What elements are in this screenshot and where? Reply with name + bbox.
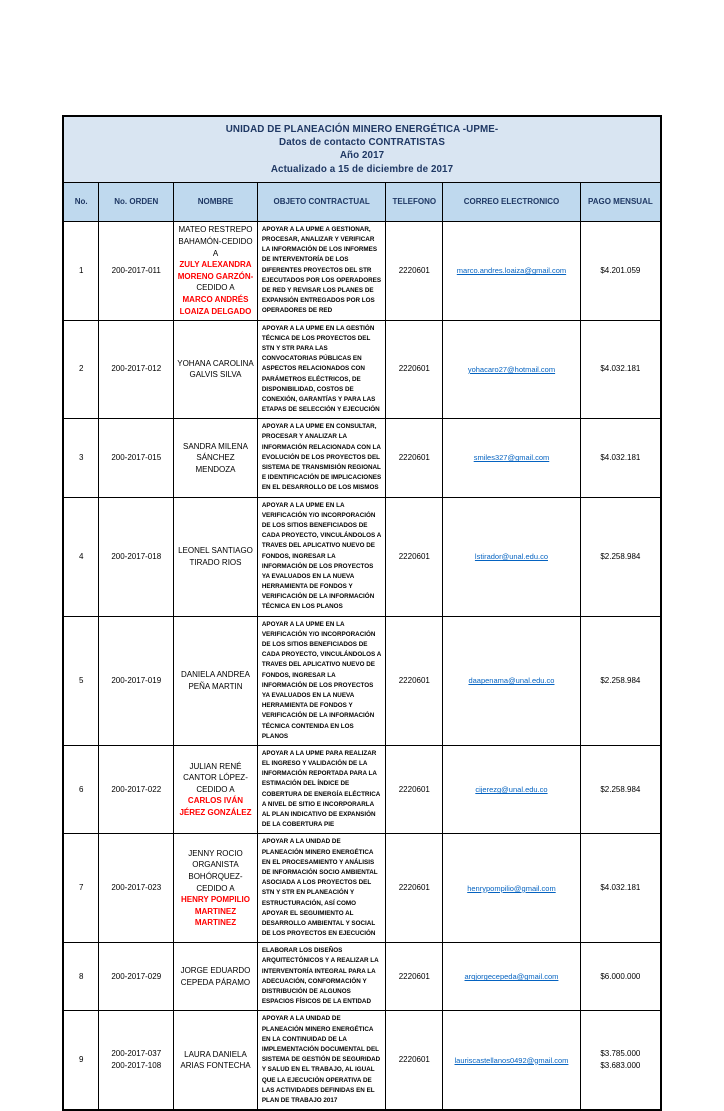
cell-telefono: 2220601 xyxy=(386,745,443,834)
orden-line: 200-2017-011 xyxy=(111,265,161,275)
email-link[interactable]: marco.andres.loaiza@gmail.com xyxy=(456,266,567,276)
email-link[interactable]: yohacaro27@hotmail.com xyxy=(467,364,556,374)
cell-nombre xyxy=(174,419,258,497)
email-link[interactable]: arqjorgecepeda@gmail.com xyxy=(464,972,559,982)
cell-correo xyxy=(443,745,581,834)
cell-pago xyxy=(580,834,661,943)
email-link[interactable]: smiles327@gmail.com xyxy=(473,453,550,463)
contractor-name-part: ZULY ALEXANDRA MORENO GARZÓN- xyxy=(177,260,254,281)
column-header-6: PAGO MENSUAL xyxy=(580,182,661,221)
cell-no: 3 xyxy=(63,419,99,497)
pago-line: $2.258.984 xyxy=(600,784,641,794)
contractor-name-part: SANDRA MILENA SÁNCHEZ MENDOZA xyxy=(183,441,248,474)
cell-nombre xyxy=(174,320,258,419)
column-header-row xyxy=(63,182,661,221)
orden-line: 200-2017-018 xyxy=(111,551,162,561)
cell-correo xyxy=(443,616,581,745)
cell-orden xyxy=(99,221,174,320)
cell-telefono: 2220601 xyxy=(386,834,443,943)
contractor-name-part: LAURA DANIELA ARIAS FONTECHA xyxy=(180,1049,251,1071)
pago-line: $4.032.181 xyxy=(600,883,641,893)
cell-pago xyxy=(580,1011,661,1110)
contractor-name-part: YOHANA CAROLINA GALVIS SILVA xyxy=(177,358,254,380)
report-title xyxy=(63,116,661,182)
pago-line: $2.258.984 xyxy=(600,551,641,561)
orden-line: 200-2017-019 xyxy=(111,675,162,685)
orden-line: 200-2017-029 xyxy=(111,971,162,981)
contractor-name-part: HENRY POMPILIO MARTINEZ MARTINEZ xyxy=(181,895,250,928)
orden-line: 200-2017-023 xyxy=(111,883,162,893)
column-header-1: No. ORDEN xyxy=(99,182,174,221)
cell-objeto: APOYAR A LA UNIDAD DE PLANEACIÓN MINERO ENERGÉTICA EN EL PROCESAMIENTO Y ANÁLISIS DE INFORMACIÓN SOCIO AMBIENTAL ASOCIADA A LOS PROYECTOS DEL STN Y STR EN PLANEACIÓN Y ESTRUCTURACIÓN, ASÍ COMO APOYAR EL SEGUIMIENTO AL DESARROLLO AMBIENTAL Y SOCIAL DE LOS PROYECTOS EN EJECUCIÓN xyxy=(257,834,386,943)
cell-pago xyxy=(580,745,661,834)
email-link[interactable]: daapenama@unal.edu.co xyxy=(468,676,555,686)
cell-correo xyxy=(443,221,581,320)
column-header-5: CORREO ELECTRONICO xyxy=(443,182,581,221)
cell-telefono: 2220601 xyxy=(386,497,443,616)
cell-telefono: 2220601 xyxy=(386,943,443,1011)
contractor-name-part: JORGE EDUARDO CEPEDA PÁRAMO xyxy=(180,966,251,987)
cell-pago xyxy=(580,943,661,1011)
cell-objeto: APOYAR A LA UPME EN LA GESTIÓN TÉCNICA DE LOS PROYECTOS DEL STN Y STR PARA LAS CONVOCATORIAS PÚBLICAS EN ASPECTOS RELACIONADOS CON PARÁMETROS ELÉCTRICOS, DE DISPONIBILIDAD, COSTOS DE CONEXIÓN, GARANTÍAS Y PARA LAS ETAPAS DE SELECCIÓN Y EJECUCIÓN xyxy=(257,320,386,419)
pago-line: $4.032.181 xyxy=(600,452,641,462)
table-row xyxy=(63,221,661,320)
cell-pago xyxy=(580,221,661,320)
title-line: Año 2017 xyxy=(339,150,385,162)
table-row xyxy=(63,616,661,745)
table-row xyxy=(63,419,661,497)
cell-orden xyxy=(99,320,174,419)
cell-objeto: APOYAR A LA UPME EN LA VERIFICACIÓN Y/O INCORPORACIÓN DE LOS SITIOS BENEFICIADOS DE CADA PROYECTO, VINCULÁNDOLOS A TRAVES DEL APLICATIVO NUEVO DE FONDOS, INGRESAR LA INFORMACIÓN DE LOS PROYECTOS YA EVALUADOS EN LA NUEVA HERRAMIENTA DE FONDOS Y VERIFICACIÓN DE LA INFORMACIÓN TÉCNICA CONTENIDA EN LOS PLANOS xyxy=(257,616,386,745)
cell-correo xyxy=(443,497,581,616)
table-row xyxy=(63,1011,661,1110)
pago-line: $2.258.984 xyxy=(600,675,641,685)
cell-no: 4 xyxy=(63,497,99,616)
cell-pago xyxy=(580,616,661,745)
pago-line: $4.201.059 xyxy=(600,265,641,275)
cell-orden xyxy=(99,834,174,943)
column-header-2: NOMBRE xyxy=(174,182,258,221)
cell-nombre xyxy=(174,834,258,943)
contractor-name-part: CEDIDO A xyxy=(196,283,235,293)
column-header-3: OBJETO CONTRACTUAL xyxy=(257,182,386,221)
orden-line: 200-2017-108 xyxy=(111,1061,162,1071)
cell-orden xyxy=(99,616,174,745)
cell-telefono: 2220601 xyxy=(386,616,443,745)
contractors-table xyxy=(62,115,662,1111)
contractors-sheet xyxy=(62,115,662,1111)
cell-objeto: APOYAR A LA UNIDAD DE PLANEACIÓN MINERO ENERGÉTICA EN LA CONTINUIDAD DE LA IMPLEMENTACIÓN DOCUMENTAL DEL SISTEMA DE GESTIÓN DE SEGURIDAD Y SALUD EN EL TRABAJO, AL IGUAL QUE LA EJECUCIÓN OPERATIVA DE LAS ACTIVIDADES DEFINIDAS EN EL PLAN DE TRABAJO 2017 xyxy=(257,1011,386,1110)
cell-correo xyxy=(443,1011,581,1110)
cell-telefono: 2220601 xyxy=(386,221,443,320)
cell-no: 7 xyxy=(63,834,99,943)
email-link[interactable]: lauriscastellanos0492@gmail.com xyxy=(454,1055,569,1065)
contractor-name-part: LEONEL SANTIAGO TIRADO RIOS xyxy=(178,546,253,567)
cell-pago xyxy=(580,419,661,497)
email-link[interactable]: cijerezg@unal.edu.co xyxy=(475,785,548,795)
cell-no: 6 xyxy=(63,745,99,834)
column-header-0: No. xyxy=(63,182,99,221)
contractor-name-part: MATEO RESTREPO BAHAMÓN-CEDIDO A xyxy=(178,225,253,258)
cell-orden xyxy=(99,419,174,497)
orden-line: 200-2017-037 xyxy=(111,1049,162,1059)
cell-correo xyxy=(443,834,581,943)
cell-no: 9 xyxy=(63,1011,99,1110)
pago-line: $3.785.000 xyxy=(600,1049,641,1059)
cell-objeto: APOYAR A LA UPME EN LA VERIFICACIÓN Y/O INCORPORACIÓN DE LOS SITIOS BENEFICIADOS DE CADA PROYECTO, VINCULÁNDOLOS A TRAVES DEL APLICATIVO NUEVO DE FONDOS, INGRESAR LA INFORMACIÓN DE LOS PROYECTOS YA EVALUADOS EN LA NUEVA HERRAMIENTA DE FONDOS Y VERIFICACIÓN DE LA INFORMACIÓN TÉCNICA EN LOS PLANOS xyxy=(257,497,386,616)
cell-telefono: 2220601 xyxy=(386,320,443,419)
email-link[interactable]: henrypompilio@gmail.com xyxy=(467,883,556,893)
orden-line: 200-2017-015 xyxy=(111,452,162,462)
cell-orden xyxy=(99,745,174,834)
cell-nombre xyxy=(174,745,258,834)
contractor-name-part: JULIAN RENÉ CANTOR LÓPEZ- CEDIDO A xyxy=(183,761,248,794)
cell-objeto: APOYAR A LA UPME A GESTIONAR, PROCESAR, ANALIZAR Y VERIFICAR LA INFORMACIÓN DE LOS INFORMES DE INTERVENTORÍA DE LOS DIFERENTES PROYECTOS DEL STR EJECUTADOS POR LOS OPERADORES DE RED Y REVISAR LOS PLANES DE EXPANSIÓN ENTREGADOS POR LOS OPERADORES DE RED xyxy=(257,221,386,320)
cell-pago xyxy=(580,497,661,616)
cell-correo xyxy=(443,419,581,497)
orden-line: 200-2017-022 xyxy=(111,784,162,794)
pago-line: $4.032.181 xyxy=(600,364,641,374)
cell-telefono: 2220601 xyxy=(386,419,443,497)
cell-nombre xyxy=(174,497,258,616)
cell-orden xyxy=(99,1011,174,1110)
table-row xyxy=(63,745,661,834)
cell-objeto: APOYAR A LA UPME EN CONSULTAR, PROCESAR Y ANALIZAR LA INFORMACIÓN RELACIONADA CON LA EVOLUCIÓN DE LOS PROYECTOS DEL SISTEMA DE TRANSMISIÓN REGIONAL E IDENTIFICACIÓN DE IMPLICACIONES EN EL DESARROLLO DE LOS MISMOS xyxy=(257,419,386,497)
contractor-name-part: DANIELA ANDREA PEÑA MARTIN xyxy=(181,670,250,691)
cell-nombre xyxy=(174,616,258,745)
title-line: Actualizado a 15 de diciembre de 2017 xyxy=(270,163,454,175)
table-row xyxy=(63,834,661,943)
cell-orden xyxy=(99,943,174,1011)
cell-nombre xyxy=(174,1011,258,1110)
cell-objeto: APOYAR A LA UPME PARA REALIZAR EL INGRESO Y VALIDACIÓN DE LA INFORMACIÓN REPORTADA PARA LA ESTIMACIÓN DEL ÍNDICE DE COBERTURA DE ENERGÍA ELÉCTRICA A NIVEL DE SITIO E INCORPORARLA AL PLAN INDICATIVO DE EXPANSIÓN DE LA COBERTURA PIE xyxy=(257,745,386,834)
cell-objeto: ELABORAR LOS DISEÑOS ARQUITECTÓNICOS Y A REALIZAR LA INTERVENTORÍA INTEGRAL PARA LA ADECUACIÓN, CONFORMACIÓN Y DISTRIBUCIÓN DE ALGUNOS ESPACIOS FÍSICOS DE LA ENTIDAD xyxy=(257,943,386,1011)
title-line: UNIDAD DE PLANEACIÓN MINERO ENERGÉTICA -UPME- xyxy=(225,124,499,135)
contractors-tbody xyxy=(63,221,661,1110)
contractor-name-part: CARLOS IVÁN JÉREZ GONZÁLEZ xyxy=(179,796,252,818)
contractor-name-part: JENNY ROCIO ORGANISTA BOHÓRQUEZ-CEDIDO A xyxy=(188,848,243,893)
table-row xyxy=(63,320,661,419)
cell-nombre xyxy=(174,943,258,1011)
table-row xyxy=(63,943,661,1011)
pago-line: $6.000.000 xyxy=(600,971,641,981)
table-row xyxy=(63,497,661,616)
title-line: Datos de contacto CONTRATISTAS xyxy=(279,137,445,149)
cell-orden xyxy=(99,497,174,616)
cell-no: 2 xyxy=(63,320,99,419)
cell-no: 1 xyxy=(63,221,99,320)
cell-nombre xyxy=(174,221,258,320)
cell-pago xyxy=(580,320,661,419)
cell-correo xyxy=(443,320,581,419)
cell-correo xyxy=(443,943,581,1011)
cell-telefono: 2220601 xyxy=(386,1011,443,1110)
email-link[interactable]: lstirador@unal.edu.co xyxy=(474,552,548,562)
pago-line: $3.683.000 xyxy=(600,1061,641,1071)
cell-no: 5 xyxy=(63,616,99,745)
title-row xyxy=(63,116,661,182)
column-header-4: TELEFONO xyxy=(386,182,443,221)
orden-line: 200-2017-012 xyxy=(111,364,162,374)
contractor-name-part: MARCO ANDRÉS LOAIZA DELGADO xyxy=(179,294,252,316)
cell-no: 8 xyxy=(63,943,99,1011)
